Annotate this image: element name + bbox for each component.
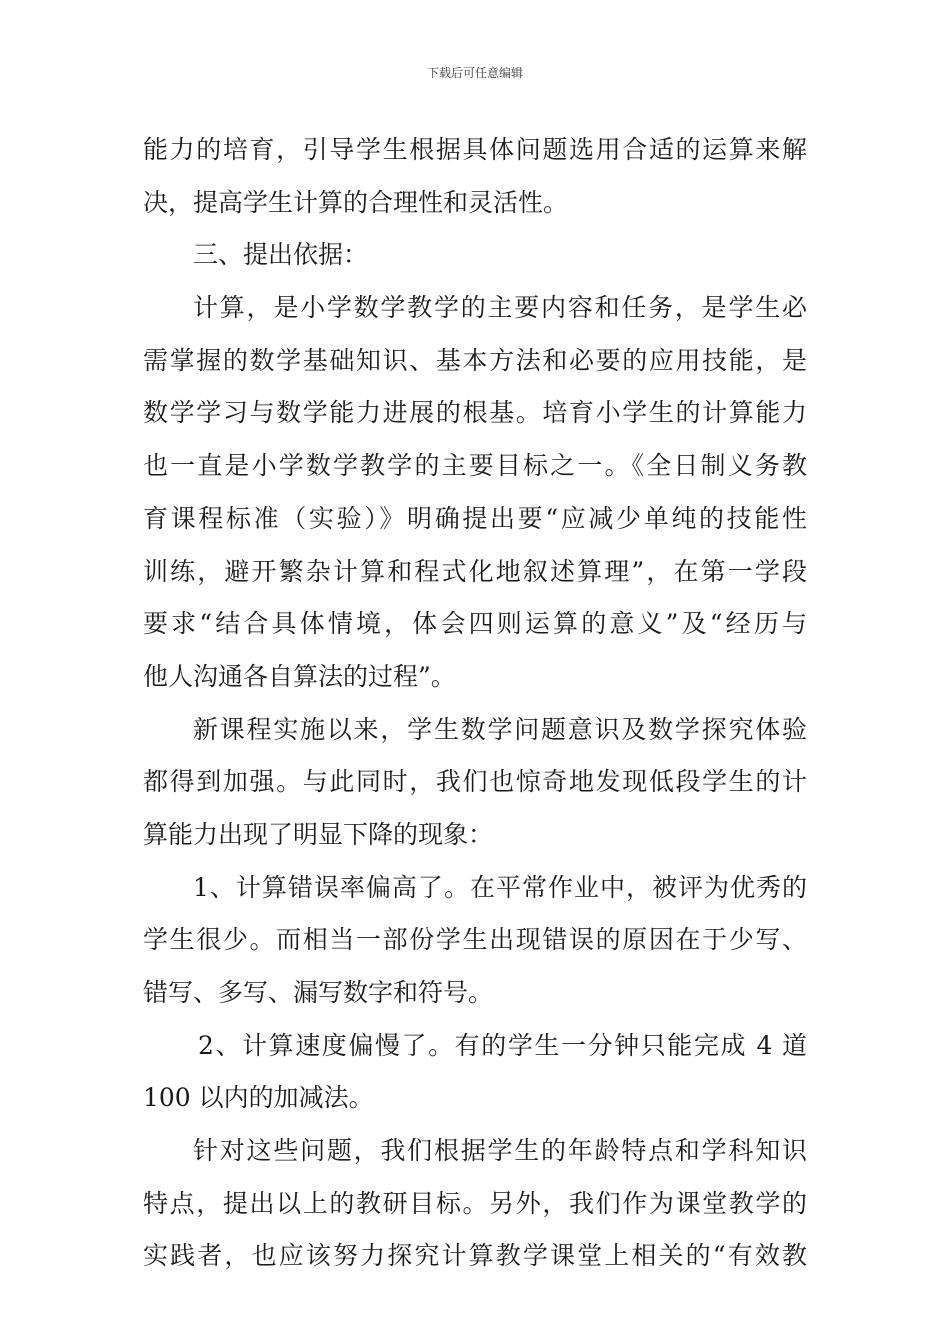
paragraph-3-line-7: 要求“结合具体情境，体会四则运算的意义”及“经历与 xyxy=(143,609,807,639)
paragraph-4-line-1: 新课程实施以来，学生数学问题意识及数学探究体验 xyxy=(193,714,807,744)
paragraph-7-line-3: 实践者，也应该努力探究计算教学课堂上相关的“有效教 xyxy=(143,1241,807,1271)
paragraph-1-line-1: 能力的培育，引导学生根据具体问题选用合适的运算来解 xyxy=(143,135,807,164)
document-body xyxy=(143,124,807,1283)
paragraph-3-line-6: 训练，避开繁杂计算和程式化地叙述算理”，在第一学段 xyxy=(143,556,807,586)
paragraph-2-line-1: 三、提出依据： xyxy=(193,240,369,270)
paragraph-3-line-8: 他人沟通各自算法的过程”。 xyxy=(143,661,456,691)
paragraph-3-line-1: 计算，是小学数学教学的主要内容和任务，是学生必 xyxy=(193,293,807,323)
paragraph-7-line-1: 针对这些问题，我们根据学生的年龄特点和学科知识 xyxy=(193,1136,807,1166)
paragraph-5-line-2: 学生很少。而相当一部份学生出现错误的原因在于少写、 xyxy=(143,925,807,955)
paragraph-5-line-1: 1、计算错误率偏高了。在平常作业中，被评为优秀的 xyxy=(193,872,807,902)
paragraph-4-line-2: 都得到加强。与此同时，我们也惊奇地发现低段学生的计 xyxy=(143,767,807,797)
paragraph-3-line-5: 育课程标准（实验）》明确提出要“应减少单纯的技能性 xyxy=(143,503,807,533)
paragraph-7-line-2: 特点，提出以上的教研目标。另外，我们作为课堂教学的 xyxy=(143,1188,807,1218)
paragraph-3-line-2: 需掌握的数学基础知识、基本方法和必要的应用技能，是 xyxy=(143,345,807,375)
paragraph-4-line-3: 算能力出现了明显下降的现象： xyxy=(143,819,494,849)
page-header: 下载后可任意编辑 xyxy=(426,66,523,80)
paragraph-1-line-2: 决，提高学生计算的合理性和灵活性。 xyxy=(143,187,569,217)
paragraph-5-line-3: 错写、多写、漏写数字和符号。 xyxy=(143,978,494,1007)
paragraph-6-line-2: 100 以内的加减法。 xyxy=(143,1083,374,1113)
paragraph-6-line-1: 2、计算速度偏慢了。有的学生一分钟只能完成 4 道 xyxy=(198,1030,807,1060)
paragraph-3-line-3: 数学学习与数学能力进展的根基。培育小学生的计算能力 xyxy=(143,398,807,428)
paragraph-3-line-4: 也一直是小学数学教学的主要目标之一。《全日制义务教 xyxy=(143,451,807,481)
